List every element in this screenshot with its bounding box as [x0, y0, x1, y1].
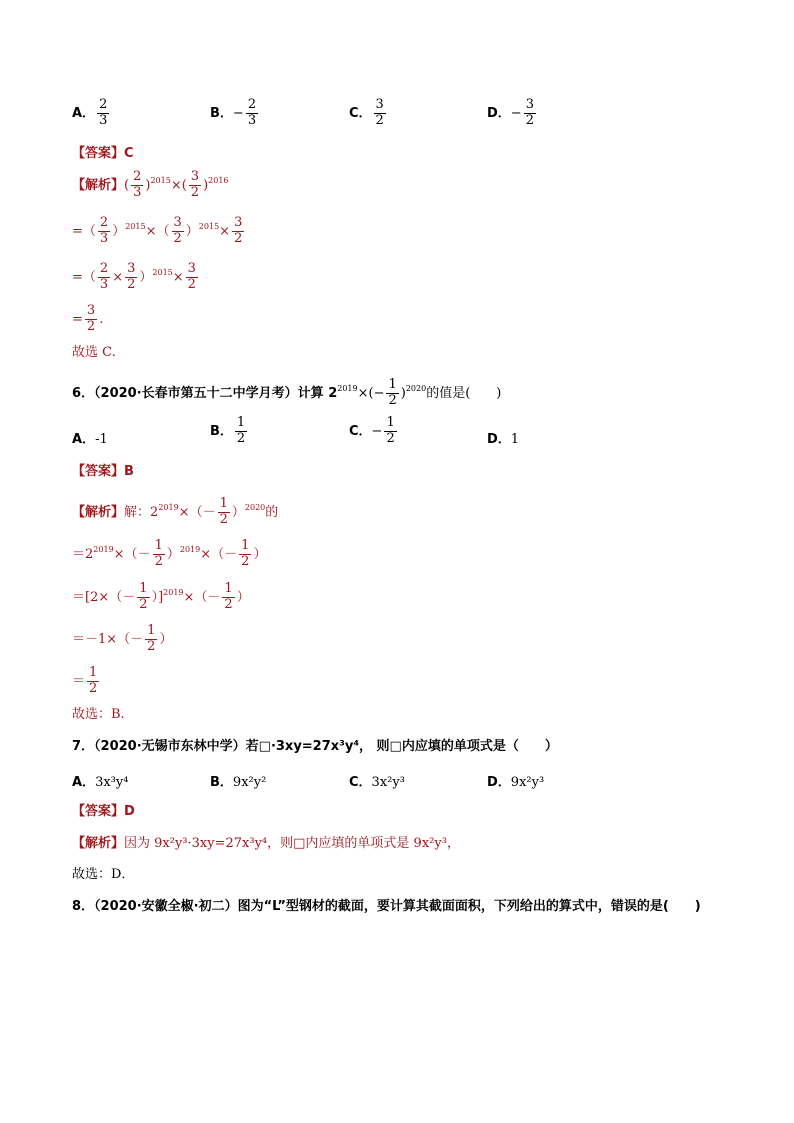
q6-analysis-line-5: ＝ $\frac{1}{2}$ [72, 665, 98, 696]
q5-final: 故选 C. [72, 345, 116, 360]
fraction: $\frac{2}{3}$ [99, 97, 108, 128]
q6-final: 故选：B. [72, 707, 125, 722]
q6-option-c[interactable]: C．− $\frac{1}{2}$ [349, 415, 395, 446]
q7-option-c[interactable]: C．3x²y³ [349, 775, 405, 790]
fraction: $\frac{3}{2}$ [375, 97, 384, 128]
q6-option-a[interactable]: A．-1 [72, 432, 108, 447]
q6-stem: 6．（2020·长春市第五十二中学月考）计算 $2^{2019}\times(-$ $\frac{1}{2}$ )$^{2020}$的值是( ) [72, 377, 502, 408]
q7-answer: 【答案】D [72, 804, 135, 819]
q6-option-b[interactable]: B． $\frac{1}{2}$ [210, 415, 246, 446]
q5-analysis-line-3: =（ $\frac{2}{3}$ × $\frac{3}{2}$ ）$^{2015}$× $\frac{3}{2}$ [72, 261, 196, 292]
q7-analysis: 【解析】因为 9x²y³·3xy=27x³y⁴，则□内应填的单项式是 9x²y³， [72, 836, 460, 851]
q7-final: 故选：D． [72, 867, 135, 882]
q5-option-d[interactable]: D．− $\frac{3}{2}$ [487, 97, 534, 128]
fraction: $\frac{3}{2}$ [525, 97, 534, 128]
q6-answer: 【答案】B [72, 464, 134, 479]
q7-option-b[interactable]: B．9x²y² [210, 775, 267, 790]
q6-analysis-line-1: 【解析】解：$2^{2019}\times(-$ $\frac{1}{2}$ ）$^{2020}$的 [72, 496, 279, 527]
q6-analysis-line-2: $=2^{2019}\times(-$ $\frac{1}{2}$ ）$^{2019}$×（－ $\frac{1}{2}$ ） [72, 538, 267, 569]
q8-stem: 8．（2020·安徽全椒·初二）图为“L”型钢材的截面，要计算其截面面积，下列给出的算式中，错误的是( ) [72, 899, 701, 914]
q6-analysis-line-4: ＝－1×（－ $\frac{1}{2}$ ） [72, 623, 173, 654]
q5-option-c[interactable]: C． $\frac{3}{2}$ [349, 97, 384, 128]
q7-option-a[interactable]: A．3x³y⁴ [72, 775, 129, 790]
q6-analysis-line-3: ＝[2×（－ $\frac{1}{2}$ ）]$^{2019}$×（－ $\frac{1}{2}$ ） [72, 581, 250, 612]
fraction: $\frac{2}{3}$ [247, 97, 257, 128]
q5-analysis-line-2: =（ $\frac{2}{3}$ ）$^{2015}$×（ $\frac{3}{2}$ ）$^{2015}$× $\frac{3}{2}$ [72, 215, 243, 246]
q5-analysis-line-4: = $\frac{3}{2}$ . [72, 303, 104, 334]
q5-option-b[interactable]: B．− $\frac{2}{3}$ [210, 97, 257, 128]
q7-stem: 7．（2020·无锡市东林中学）若□·3xy=27x³y⁴， 则□内应填的单项式是（ ） [72, 739, 558, 754]
q5-analysis-line-1: 【解析】( $\frac{2}{3}$ )$^{2015}$×( $\frac{3}{2}$ )$^{2016}$ [72, 169, 229, 200]
q5-answer: 【答案】C [72, 146, 134, 161]
q6-option-d[interactable]: D．1 [487, 432, 520, 447]
q7-option-d[interactable]: D．9x²y³ [487, 775, 545, 790]
q5-option-a[interactable]: A． $\frac{2}{3}$ [72, 97, 108, 128]
